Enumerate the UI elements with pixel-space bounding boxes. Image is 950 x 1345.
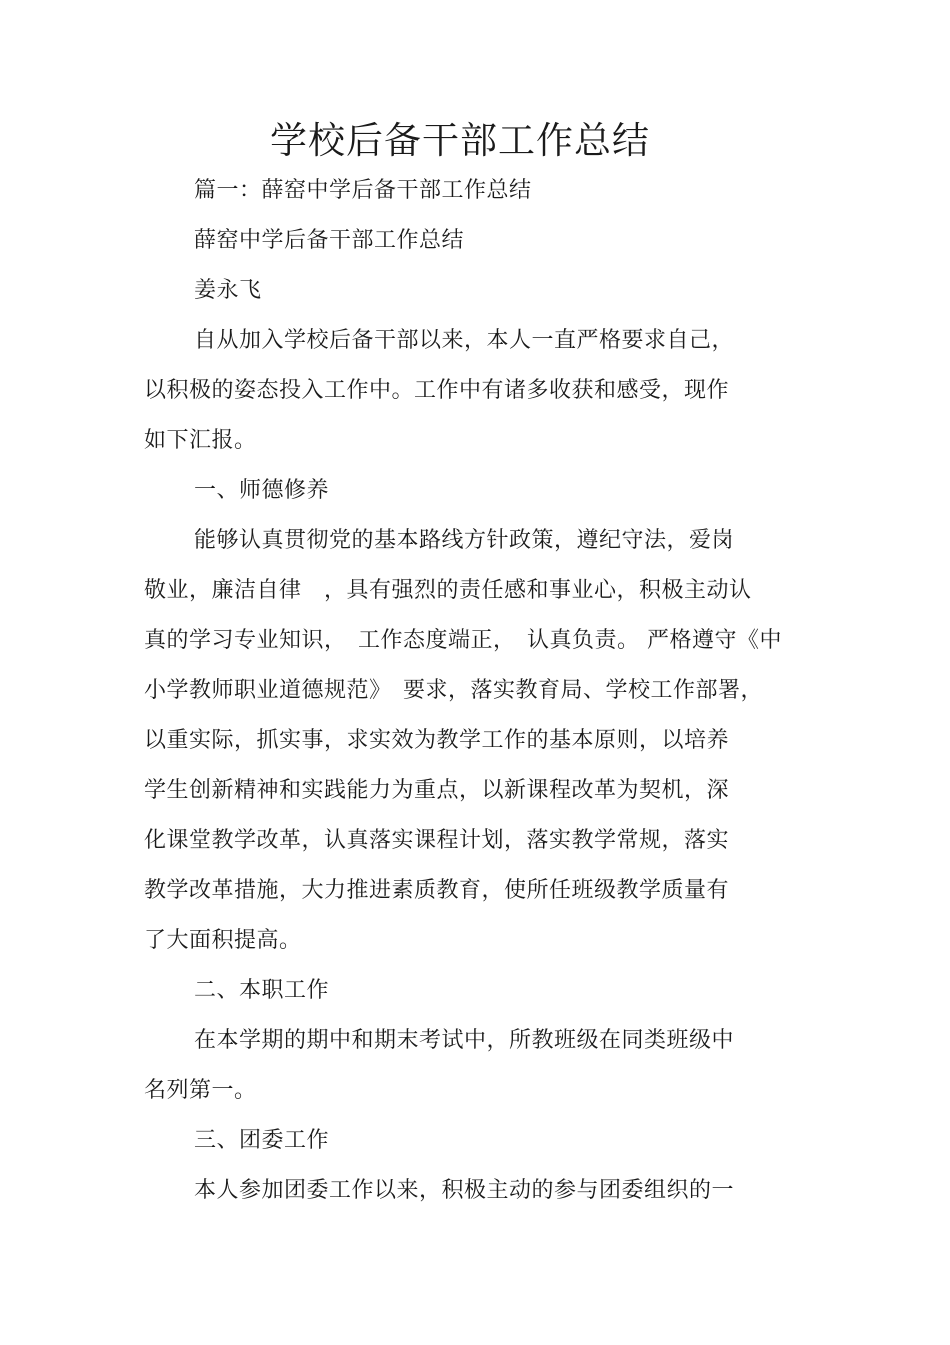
paragraph-line: 敬业，廉洁自律 ，具有强烈的责任感和事业心，积极主动认 [144, 578, 752, 603]
subtitle: 薛窑中学后备干部工作总结 [194, 228, 465, 253]
paragraph-line: 学生创新精神和实践能力为重点，以新课程改革为契机，深 [144, 778, 730, 803]
paragraph-line: 名列第一。 [144, 1078, 257, 1103]
paragraph-line: 小学教师职业道德规范》 要求，落实教育局、学校工作部署， [144, 678, 764, 703]
section-heading: 二、本职工作 [194, 978, 330, 1003]
author-name: 姜永飞 [194, 278, 262, 303]
paragraph-line: 教学改革措施，大力推进素质教育，使所任班级教学质量有 [144, 878, 730, 903]
paragraph-line: 能够认真贯彻党的基本路线方针政策，遵纪守法，爱岗 [194, 528, 735, 553]
paragraph-line: 自从加入学校后备干部以来，本人一直严格要求自己， [194, 328, 735, 353]
paragraph-line: 在本学期的期中和期末考试中，所教班级在同类班级中 [194, 1028, 735, 1053]
section-heading-pian-yi: 篇一：薛窑中学后备干部工作总结 [194, 178, 532, 203]
section-heading: 一、师德修养 [194, 478, 330, 503]
section-heading: 三、团委工作 [194, 1128, 330, 1153]
paragraph-line: 以积极的姿态投入工作中。工作中有诸多收获和感受，现作 [144, 378, 730, 403]
paragraph-line: 本人参加团委工作以来，积极主动的参与团委组织的一 [194, 1178, 735, 1203]
paragraph-line: 真的学习专业知识， 工作态度端正， 认真负责。 严格遵守《中 [144, 628, 782, 653]
paragraph-line: 化课堂教学改革，认真落实课程计划，落实教学常规，落实 [144, 828, 730, 853]
paragraph-line: 以重实际，抓实事，求实效为教学工作的基本原则，以培养 [144, 728, 730, 753]
paragraph-line: 了大面积提高。 [144, 928, 302, 953]
document-title: 学校后备干部工作总结 [270, 119, 650, 162]
paragraph-line: 如下汇报。 [144, 428, 257, 453]
